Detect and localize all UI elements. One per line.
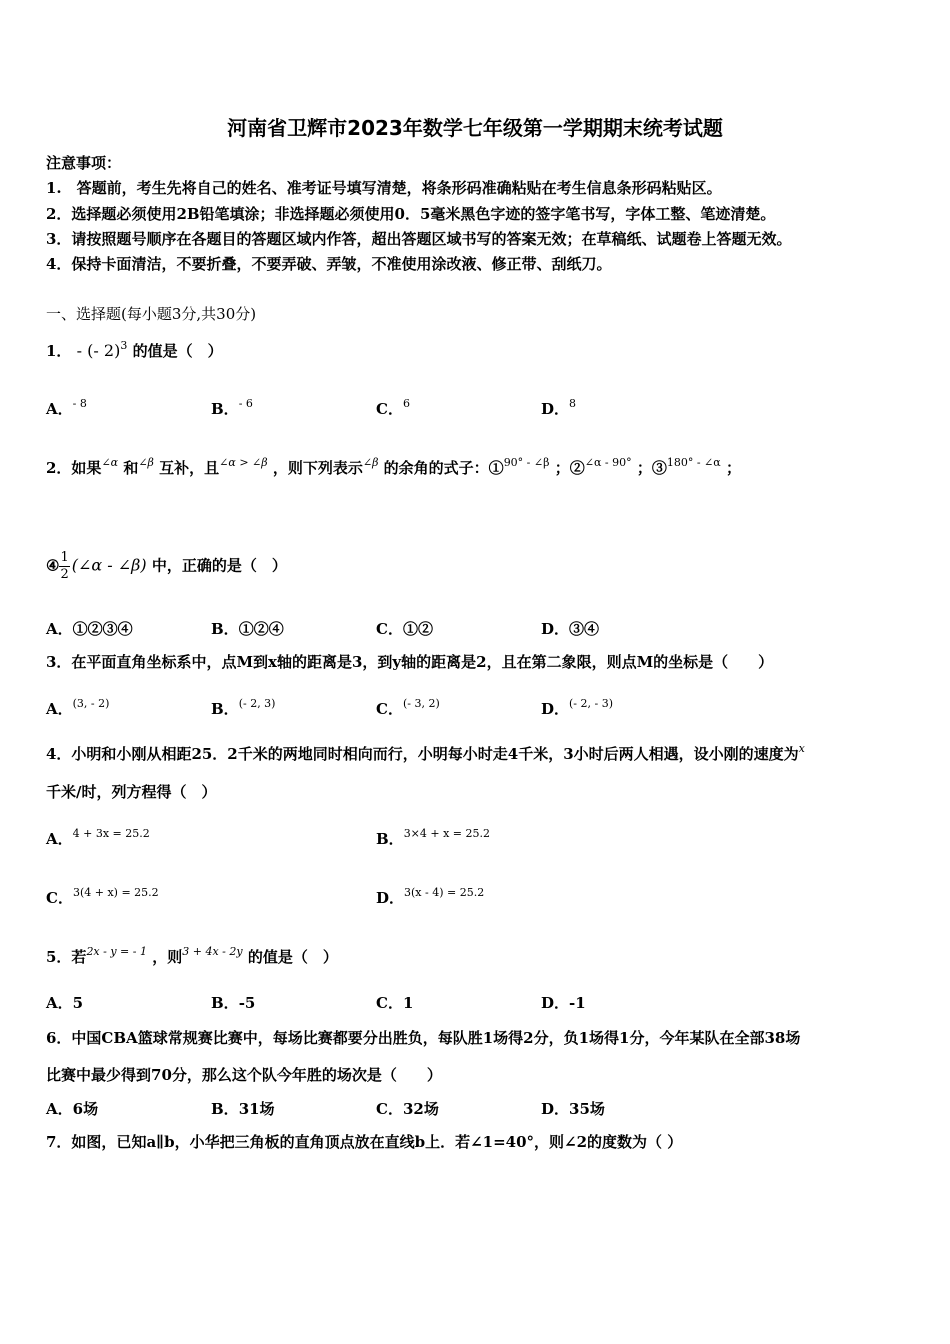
question-3: 3．在平面直角坐标系中，点M到x轴的距离是3，到y轴的距离是2，且在第二象限，则点M的坐标是（ ） xyxy=(46,653,774,671)
option-d: D．-1 xyxy=(541,994,586,1012)
option-b: B．31场 xyxy=(211,1100,275,1118)
option-b: B．$^{3\times 4 + x = 25.2}$ xyxy=(376,827,491,848)
option-d: D．③④ xyxy=(541,620,600,638)
condition: ∠α > ∠β xyxy=(219,456,268,469)
question-2-line-2: ④ $\frac{1}{2}$ (∠α - ∠β) 中，正确的是（ ） xyxy=(46,550,287,582)
notice-item: 4．保持卡面清洁，不要折叠，不要弄破、弄皱，不准使用涂改液、修正带、刮纸刀。 xyxy=(46,255,612,273)
option-d: D．35场 xyxy=(541,1100,605,1118)
option-d: D．$^{(- 2, - 3)}$ xyxy=(541,697,614,718)
expr-1: 90° - ∠β xyxy=(503,456,550,469)
option-c: C．$^{(- 3, 2)}$ xyxy=(376,697,440,718)
option-b: B．$^{(- 2, 3)}$ xyxy=(211,697,276,718)
option-a: A．$^{- 8}$ xyxy=(46,397,87,418)
angle-beta: ∠β xyxy=(362,456,379,469)
question-6-line-1: 6．中国CBA篮球常规赛比赛中，每场比赛都要分出胜负，每队胜1场得2分，负1场得1分，今年某队在全部38场 xyxy=(46,1029,801,1047)
option-d: D．$^8$ xyxy=(541,397,577,418)
fraction-one-half: $\frac{1}{2}$ xyxy=(60,550,69,582)
option-c: C．1 xyxy=(376,994,414,1012)
notice-item: 3．请按照题号顺序在各题目的答题区域内作答，超出答题区域书写的答案无效；在草稿纸、试题卷上答题无效。 xyxy=(46,230,792,248)
question-1 xyxy=(46,340,223,361)
option-a: A．6场 xyxy=(46,1100,99,1118)
question-7: 7．如图，已知a∥b，小华把三角板的直角顶点放在直线b上．若∠1=40°，则∠2的度数为（ ） xyxy=(46,1133,683,1151)
variable-x: x xyxy=(798,742,805,755)
question-4-line-1: 4．小明和小刚从相距25．2千米的两地同时相向而行，小明每小时走4千米，3小时后两人相遇，设小刚的速度为$^x$ xyxy=(46,742,805,763)
question-6-line-2: 比赛中最少得到70分，那么这个队今年胜的场次是（ ） xyxy=(46,1066,442,1084)
option-c: C．①② xyxy=(376,620,433,638)
expr-2: ∠α - 90° xyxy=(584,456,632,469)
option-d: D．$^{3(x - 4) = 25.2}$ xyxy=(376,886,485,907)
expression: 3 + 4x - 2y xyxy=(182,945,243,958)
question-2-line-1: 2．如果$^{\angle\alpha}$ 和$^{\angle\beta}$ 互补，且$^{\angle\alpha > \angle\beta}$ ，则下列表示$^{\angle\beta}$ 的余角的式子：①$^{90^\circ - \angle\beta}$ ；②$^{\angle\alpha - 90^\circ}$ ；③$^{180^\circ - \angle\alpha}$ ； xyxy=(46,456,741,477)
option-c: C．$^{3(4 + x) = 25.2}$ xyxy=(46,886,159,907)
option-c: C．32场 xyxy=(376,1100,439,1118)
question-5: 5．若$^{2x - y = - 1}$ ，则$^{3 + 4x - 2y}$ 的值是（ ） xyxy=(46,945,338,966)
option-c: C．$^6$ xyxy=(376,397,410,418)
option-a: A．$^{4 + 3x = 25.2}$ xyxy=(46,827,150,848)
question-4-line-2: 千米/时，列方程得（ ） xyxy=(46,783,217,801)
option-a: A．5 xyxy=(46,994,84,1012)
option-b: B．①②④ xyxy=(211,620,284,638)
page-title: 河南省卫辉市2023年数学七年级第一学期期末统考试题 xyxy=(227,116,723,140)
notice-item: 2．选择题必须使用2B铅笔填涂；非选择题必须使用0．5毫米黑色字迹的签字笔书写，字体工整、笔迹清楚。 xyxy=(46,205,776,223)
expr-3: 180° - ∠α xyxy=(666,456,721,469)
option-a: A．①②③④ xyxy=(46,620,133,638)
option-b: B．$^{- 6}$ xyxy=(211,397,253,418)
notice-item: 1. 答题前，考生先将自己的姓名、准考证号填写清楚，将条形码准确粘贴在考生信息条形码粘贴区。 xyxy=(46,179,722,197)
section-heading: 一、选择题(每小题3分,共30分) xyxy=(46,305,257,323)
option-a: A．$^{(3, - 2)}$ xyxy=(46,697,110,718)
question-tail: 的值是（ ） xyxy=(132,342,223,360)
expr-exponent: 3 xyxy=(120,339,128,352)
notice-heading: 注意事项： xyxy=(46,154,122,172)
expr-base: - (- 2) xyxy=(76,341,121,360)
angle-alpha: ∠α xyxy=(101,456,119,469)
option-b: B．-5 xyxy=(211,994,256,1012)
expr-4: (∠α - ∠β) xyxy=(71,555,147,575)
question-number: 1． xyxy=(46,342,72,360)
question-expression xyxy=(77,341,128,360)
angle-beta: ∠β xyxy=(138,456,154,469)
condition: 2x - y = - 1 xyxy=(86,945,147,958)
